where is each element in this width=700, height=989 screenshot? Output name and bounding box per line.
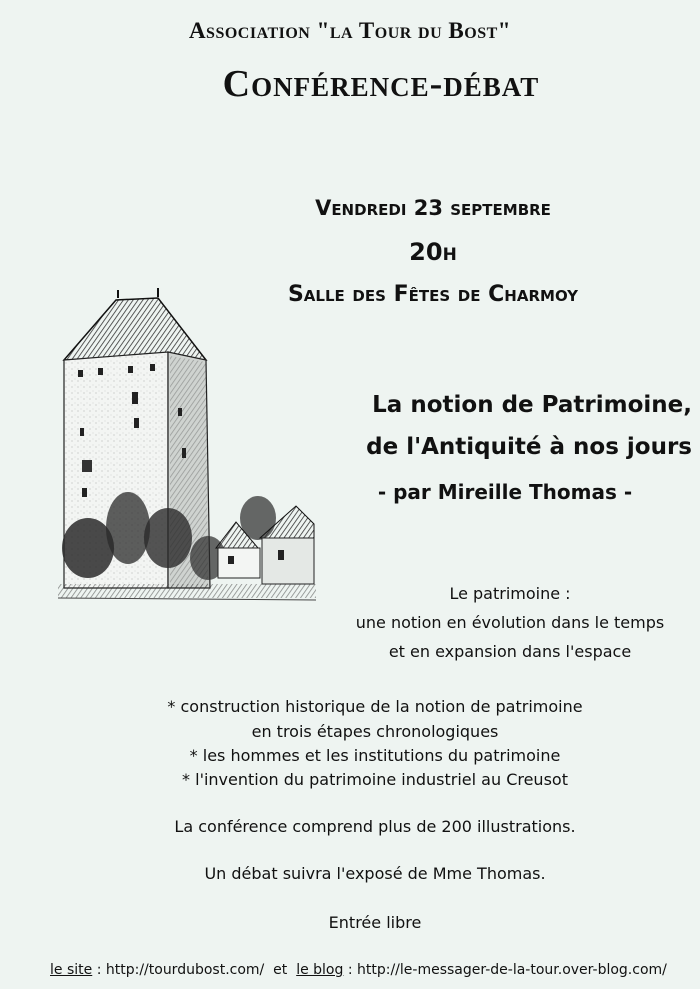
- association-name: Association "la Tour du Bost": [188, 18, 512, 43]
- event-time: 20h: [409, 238, 457, 266]
- bullet-item: * construction historique de la notion de patrimoine: [167, 697, 583, 716]
- intro-line: une notion en évolution dans le temps: [355, 613, 665, 632]
- site-label: le site: [50, 962, 93, 978]
- blog-link[interactable]: : http://le-messager-de-la-tour.over-blog.com/: [347, 962, 667, 978]
- bullet-item: * les hommes et les institutions du patrimoine: [189, 746, 561, 765]
- event-venue: Salle des Fêtes de Charmoy: [287, 282, 579, 307]
- talk-title-line-1: La notion de Patrimoine,: [372, 392, 692, 418]
- footer-joiner: et: [273, 962, 288, 978]
- blog-label: le blog: [296, 962, 344, 978]
- event-date: Vendredi 23 septembre: [315, 196, 551, 220]
- footer-links: [50, 962, 667, 978]
- bullet-item: * l'invention du patrimoine industriel au Creusot: [182, 770, 568, 789]
- speaker-name: - par Mireille Thomas -: [377, 480, 633, 504]
- debate-note: Un débat suivra l'exposé de Mme Thomas.: [204, 864, 546, 883]
- illustrations-note: La conférence comprend plus de 200 illustrations.: [174, 817, 576, 836]
- intro-line: Le patrimoine :: [449, 584, 571, 603]
- intro-line: et en expansion dans l'espace: [388, 642, 632, 661]
- talk-title-line-2: de l'Antiquité à nos jours: [366, 434, 692, 460]
- tower-drawing-icon: [58, 288, 316, 608]
- entry-note: Entrée libre: [328, 913, 422, 932]
- page-title: Conférence-débat: [222, 63, 540, 105]
- site-link[interactable]: : http://tourdubost.com/: [96, 962, 265, 978]
- bullet-item: en trois étapes chronologiques: [251, 722, 499, 741]
